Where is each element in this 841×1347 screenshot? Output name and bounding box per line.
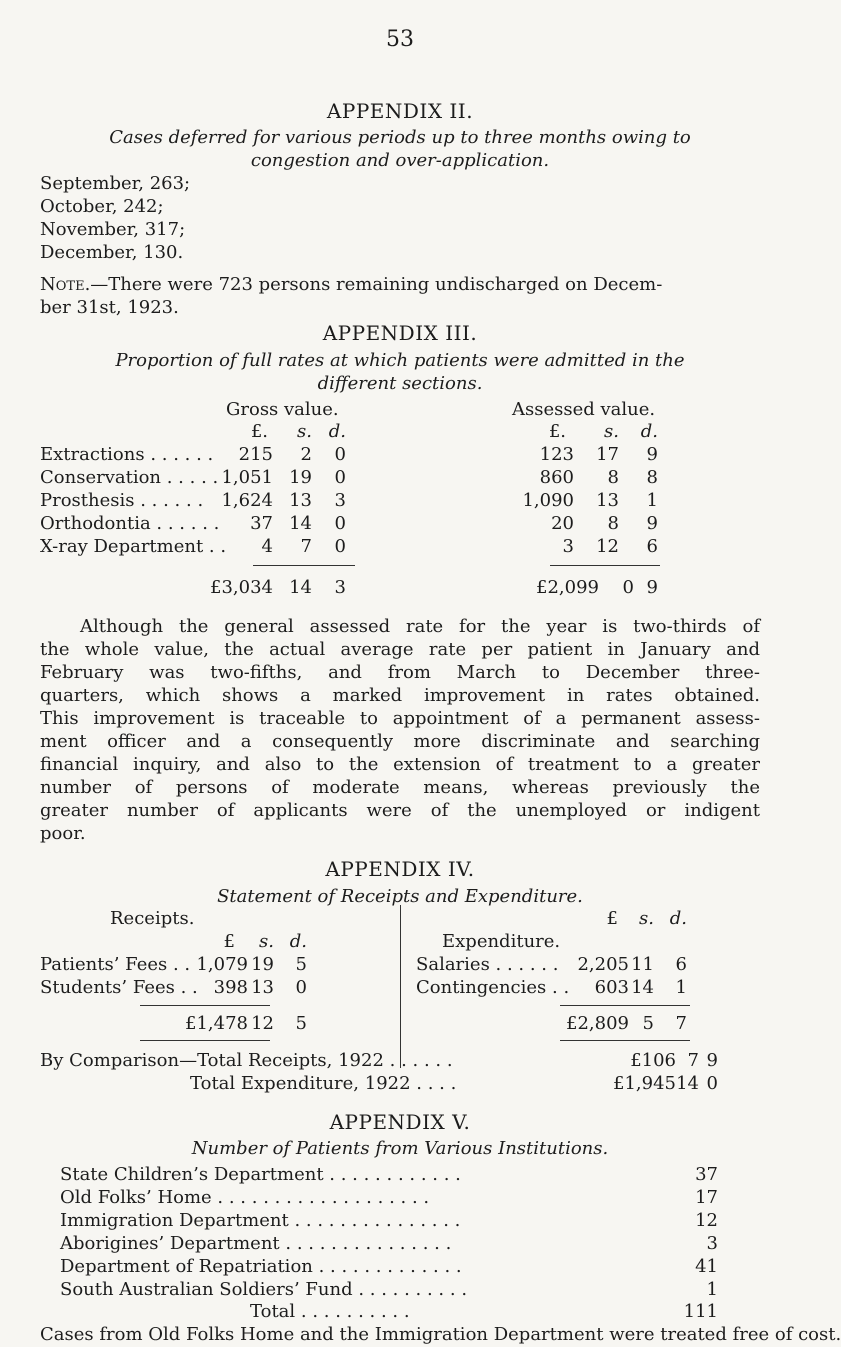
comparison-2-shillings: 14 [676,1073,699,1094]
appendix-2-subtitle-line1: Cases deferred for various periods up to three months owing to [109,127,691,148]
note-text-line2: ber 31st, 1923. [40,297,179,318]
assessed-pence: 6 [646,536,658,557]
comparison-2-pounds: £1,945 [613,1073,676,1094]
comparison-1-pence: 9 [706,1050,718,1071]
assessed-pence: 1 [646,490,658,511]
receipts-label: Receipts. [110,908,195,929]
receipts-unit-s: s. [259,931,274,952]
appendix-3-subtitle-line2: different sections. [317,373,483,394]
total-label: Total . . . . . . . . . . [250,1301,410,1322]
row-label: Contingencies . . [416,977,570,998]
row-label: Orthodontia . . . . . . [40,513,220,534]
footnote-line2: were treated free of cost. [609,1324,841,1345]
comparison-label: By Comparison [40,1050,180,1071]
para-line: greater number of applicants were of the unemployed or indigent [40,800,760,821]
shillings: 11 [631,954,654,975]
month-october: October, 242; [40,196,164,217]
institution-count: 37 [695,1164,718,1185]
assessed-shillings: 13 [596,490,619,511]
expenditure-label: Expenditure. [442,931,561,952]
expenditure-unit-s: s. [639,908,654,929]
gross-value-header: Gross value. [226,399,339,420]
gross-shillings: 2 [300,444,312,465]
appendix-2-subtitle-line2: congestion and over-application. [250,150,550,171]
institution-label: Aborigines’ Department . . . . . . . . . . . . . . . [60,1233,452,1254]
gross-total-rule [253,565,355,566]
para-line: February was two-fifths, and from March to December three- [40,662,760,683]
institution-label: Department of Repatriation . . . . . . . . . . . . . [60,1256,462,1277]
para-line: poor. [40,823,86,844]
appendix-2-heading: APPENDIX II. [326,99,474,123]
assessed-total-pounds: £2,099 [536,577,599,598]
gross-pounds: 1,051 [221,467,273,488]
gross-total-pounds: £3,034 [210,577,273,598]
gross-pounds: 37 [250,513,273,534]
pounds: 2,205 [577,954,629,975]
para-line: financial inquiry, and also to the extension of treatment to a greater [40,754,760,775]
expenditure-unit-l: £ [606,908,618,929]
assessed-pence: 9 [646,444,658,465]
row-label: Prosthesis . . . . . . [40,490,204,511]
gross-unit-s: s. [297,421,312,442]
pence: 0 [295,977,307,998]
appendix-3-paragraph [40,615,760,845]
row-label: Salaries . . . . . . [416,954,559,975]
comparison-1-pounds: £106 [630,1050,676,1071]
para-line: This improvement is traceable to appointment of a permanent assess- [40,708,760,729]
expenditure-total-pounds: £2,809 [566,1013,629,1034]
appendix-5-subtitle: Number of Patients from Various Institutions. [191,1138,609,1159]
institution-label: South Australian Soldiers’ Fund . . . . . . . . . . [60,1279,468,1300]
institution-count: 17 [695,1187,718,1208]
comparison-1-shillings: 7 [687,1050,699,1071]
para-line: the whole value, the actual average rate per patient in January and [40,639,760,660]
assessed-pounds: 860 [539,467,574,488]
gross-shillings: 7 [300,536,312,557]
institution-label: Old Folks’ Home . . . . . . . . . . . . . . . . . . . [60,1187,430,1208]
receipts-unit-d: d. [289,931,307,952]
assessed-shillings: 8 [607,467,619,488]
comparison-text-1: —Total Receipts, 1922 . . . . . . [179,1050,453,1071]
institution-count: 12 [695,1210,718,1231]
gross-pounds: 215 [238,444,273,465]
row-label: X-ray Department . . [40,536,227,557]
gross-pence: 0 [334,536,346,557]
institution-count: 1 [706,1279,718,1300]
note-label: Note. [40,274,91,295]
receipts-total-pounds: £1,478 [185,1013,248,1034]
institution-label: Immigration Department . . . . . . . . . . . . . . . [60,1210,461,1231]
assessed-shillings: 17 [596,444,619,465]
institution-count: 41 [695,1256,718,1277]
gross-total-shillings: 14 [289,577,312,598]
appendix-5-footnote [40,1323,841,1346]
pence: 1 [675,977,687,998]
assessed-pence: 9 [646,513,658,534]
assessed-total-shillings: 0 [622,577,634,598]
assessed-shillings: 12 [596,536,619,557]
page-number: 53 [386,27,414,52]
note-text-line1: —There were 723 persons remaining undischarged on Decem- [90,274,663,295]
shillings: 19 [251,954,274,975]
appendix-3-subtitle-line1: Proportion of full rates at which patients were admitted in the [115,350,685,371]
pence: 6 [675,954,687,975]
assessed-unit-d: d. [640,421,658,442]
row-label: Patients’ Fees . . [40,954,191,975]
comparison-2-pence: 0 [706,1073,718,1094]
gross-pounds: 4 [261,536,273,557]
expenditure-total-shillings: 5 [642,1013,654,1034]
gross-shillings: 14 [289,513,312,534]
row-label: Extractions . . . . . . [40,444,214,465]
pounds: 603 [594,977,629,998]
month-september: September, 263; [40,173,191,194]
receipts-total-rule [140,1005,270,1006]
expenditure-total-rule [560,1005,690,1006]
gross-pence: 0 [334,513,346,534]
para-line: number of persons of moderate means, whereas previously the [40,777,760,798]
assessed-unit-l: £. [548,421,566,442]
month-december: December, 130. [40,242,184,263]
assessed-pounds: 1,090 [522,490,574,511]
assessed-unit-s: s. [604,421,619,442]
pounds: 398 [213,977,248,998]
assessed-total-rule [550,565,660,566]
appendix-4-heading: APPENDIX IV. [325,857,475,881]
pounds: 1,079 [196,954,248,975]
row-label: Students’ Fees . . [40,977,198,998]
para-line: Although the general assessed rate for the year is two-thirds of [80,616,760,637]
gross-unit-d: d. [328,421,346,442]
gross-unit-l: £. [250,421,268,442]
gross-pounds: 1,624 [221,490,273,511]
institution-label: State Children’s Department . . . . . . . . . . . . [60,1164,461,1185]
appendix-2-note [40,273,662,296]
receipts-total-shillings: 12 [251,1013,274,1034]
comparison-text-2: Total Expenditure, 1922 . . . . [190,1073,457,1094]
assessed-pounds: 123 [539,444,574,465]
appendix-3-heading: APPENDIX III. [322,321,478,345]
assessed-total-pence: 9 [646,577,658,598]
gross-pence: 0 [334,467,346,488]
pence: 5 [295,954,307,975]
para-line: quarters, which shows a marked improvement in rates obtained. [40,685,760,706]
comparison-line-1 [40,1049,453,1072]
assessed-pounds: 20 [551,513,574,534]
appendix-4-subtitle: Statement of Receipts and Expenditure. [217,886,583,907]
appendix-5-heading: APPENDIX V. [329,1110,471,1134]
gross-pence: 0 [334,444,346,465]
receipts-unit-l: £ [223,931,235,952]
gross-shillings: 19 [289,467,312,488]
assessed-shillings: 8 [607,513,619,534]
gross-pence: 3 [334,490,346,511]
assessed-pounds: 3 [562,536,574,557]
assessed-value-header: Assessed value. [512,399,656,420]
expenditure-double-rule [560,1040,690,1041]
assessed-pence: 8 [646,467,658,488]
para-line: ment officer and a consequently more discriminate and searching [40,731,760,752]
gross-total-pence: 3 [334,577,346,598]
column-divider [400,905,401,1068]
total-value: 111 [683,1301,718,1322]
gross-shillings: 13 [289,490,312,511]
institution-count: 3 [706,1233,718,1254]
receipts-double-rule [140,1040,270,1041]
month-november: November, 317; [40,219,186,240]
expenditure-total-pence: 7 [675,1013,687,1034]
row-label: Conservation . . . . . . [40,467,230,488]
shillings: 14 [631,977,654,998]
footnote-line1: Cases from Old Folks Home and the Immigration Department [40,1324,604,1345]
receipts-total-pence: 5 [295,1013,307,1034]
shillings: 13 [251,977,274,998]
expenditure-unit-d: d. [669,908,687,929]
